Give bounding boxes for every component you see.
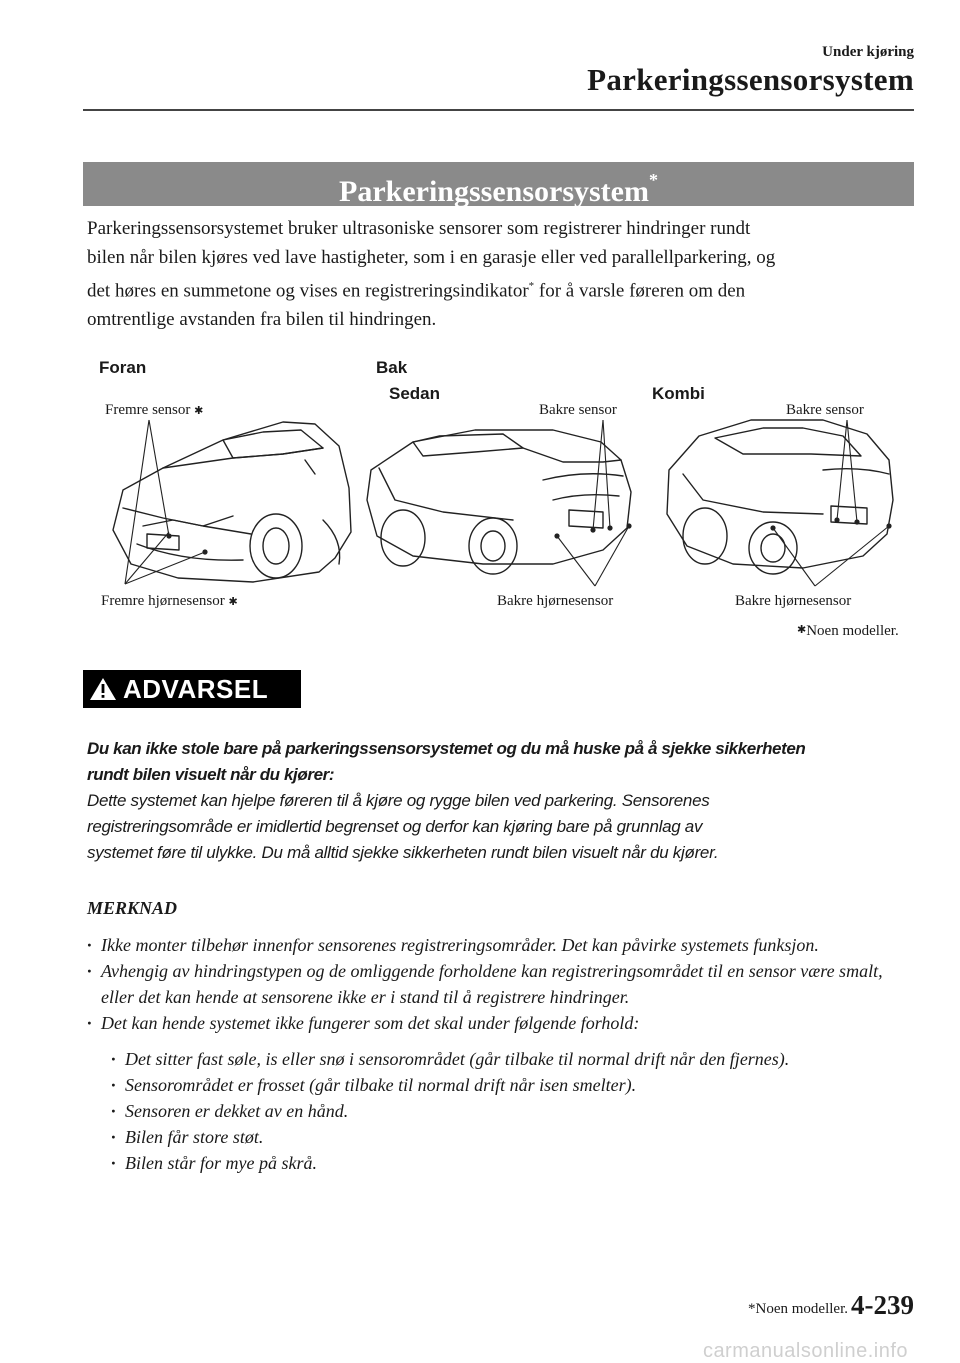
section-title-asterisk: * xyxy=(648,170,658,190)
warning-badge xyxy=(83,670,301,708)
intro-line: Parkeringssensorsystemet bruker ultrasoniske sensorer som registrerer hindringer rundt xyxy=(87,218,751,239)
section-title: Parkeringssensorsystem xyxy=(339,175,649,208)
list-item: · Bilen får store støt. xyxy=(111,1124,917,1150)
warning-triangle-icon xyxy=(83,670,123,708)
notes-list xyxy=(87,932,917,1176)
rear-sensor-sedan-label: Bakre sensor xyxy=(539,402,617,418)
kombi-heading: Kombi xyxy=(652,384,705,403)
sedan-heading: Sedan xyxy=(389,384,441,403)
list-item: · Avhengig av hindringstypen og de omliggende forholdene kan registreringsområdet til en sensor være smalt, eller det kan hende at sensorene ikke er i stand til å registrere hindringer. xyxy=(87,958,917,1010)
notes-heading: MERKNAD xyxy=(87,898,178,918)
front-heading: Foran xyxy=(99,358,147,377)
sensor-location-diagram xyxy=(83,350,913,650)
header-divider xyxy=(83,109,914,111)
warning-body: Dette systemet kan hjelpe føreren til å kjøre og rygge bilen ved parkering. Sensorenes registreringsområde er imidlertid begrenset og derfor kan kjøring bare på grunnlag av systemet føre til ulykke. Du må alltid sjekke sikkerheten rundt bilen visuelt når du kjører. xyxy=(87,791,719,862)
rear-corner-kombi-label: Bakre hjørnesensor xyxy=(735,593,852,609)
rear-sensor-kombi-label: Bakre sensor xyxy=(786,402,864,418)
section-title-banner xyxy=(83,162,914,206)
page-number: 4-239 xyxy=(851,1290,914,1320)
list-item: · Sensorområdet er frosset (går tilbake til normal drift når isen smelter). xyxy=(111,1072,917,1098)
watermark-text: carmanualsonline.info xyxy=(702,1340,908,1362)
front-corner-sensor-label: Fremre hjørnesensor ✱ xyxy=(101,593,238,609)
intro-line: bilen når bilen kjøres ved lave hastigheter, som i en garasje eller ved parallellparkering, og xyxy=(87,247,776,268)
diagram-footnote: ✱Noen modeller. xyxy=(797,623,899,639)
list-item: · Det kan hende systemet ikke fungerer som det skal under følgende forhold: xyxy=(87,1010,917,1036)
rear-heading: Bak xyxy=(376,358,408,377)
warning-headline: Du kan ikke stole bare på parkeringssensorsystemet og du må huske på å sjekke sikkerheten rundt bilen visuelt når du kjører: xyxy=(87,739,806,784)
footer-note: *Noen modeller. xyxy=(748,1301,848,1317)
running-header-subtitle: Under kjøring xyxy=(822,44,914,60)
front-car-drawing xyxy=(113,422,351,582)
intro-paragraph xyxy=(87,214,911,334)
rear-corner-sedan-label: Bakre hjørnesensor xyxy=(497,593,614,609)
list-item: · Det sitter fast søle, is eller snø i sensorområdet (går tilbake til normal drift når den fjernes). xyxy=(111,1046,917,1072)
intro-line: det høres en summetone og vises en registreringsindikator* for å varsle føreren om den xyxy=(87,280,746,302)
running-header-title: Parkeringssensorsystem xyxy=(587,62,914,97)
front-sensor-label: Fremre sensor ✱ xyxy=(105,402,204,418)
sedan-drawing xyxy=(367,430,631,574)
warning-label: ADVARSEL xyxy=(123,673,269,704)
list-item: · Bilen står for mye på skrå. xyxy=(111,1150,917,1176)
intro-line: omtrentlige avstanden fra bilen til hindringen. xyxy=(87,309,437,331)
list-item: · Ikke monter tilbehør innenfor sensorenes registreringsområder. Det kan påvirke systemets funksjon. xyxy=(87,932,917,958)
list-item: · Sensoren er dekket av en hånd. xyxy=(111,1098,917,1124)
